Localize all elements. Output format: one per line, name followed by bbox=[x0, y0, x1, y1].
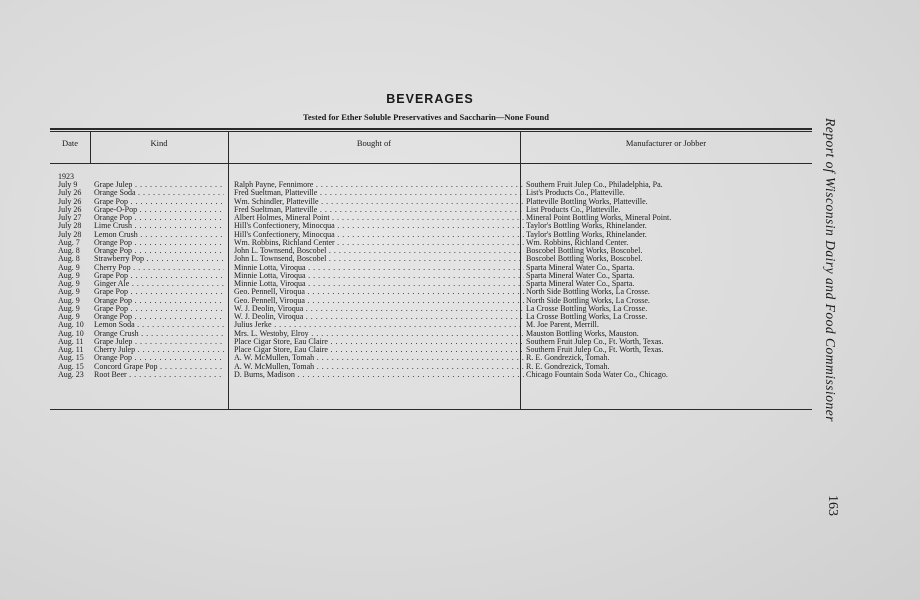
cell-bought-of: Minnie Lotta, Viroqua . . . bbox=[234, 264, 524, 272]
cell-manufacturer: Taylor's Bottling Works, Rhinelander. bbox=[526, 222, 647, 231]
cell-kind: Grape Pop . . . bbox=[94, 288, 224, 296]
cell-bought-of: Place Cigar Store, Eau Claire . . . bbox=[234, 338, 524, 346]
cell-kind: Orange Soda . . . bbox=[94, 189, 224, 197]
cell-kind: Grape-O-Pop . . . bbox=[94, 206, 224, 214]
cell-kind: Lime Crush . . . bbox=[94, 222, 224, 230]
cell-manufacturer: North Side Bottling Works, La Crosse. bbox=[526, 288, 650, 297]
page-number: 163 bbox=[825, 495, 840, 516]
cell-bought-of: Fred Sueltman, Platteville . . . bbox=[234, 189, 524, 197]
table-row bbox=[50, 239, 812, 247]
cell-kind: Orange Pop . . . bbox=[94, 247, 224, 255]
page-subtitle: Tested for Ether Soluble Preservatives and Saccharin—None Found bbox=[303, 112, 549, 122]
cell-date: Aug. 8 bbox=[58, 247, 80, 255]
cell-bought-of: John L. Townsend, Boscobel . . . bbox=[234, 255, 524, 263]
table-row bbox=[50, 313, 812, 321]
table-row bbox=[50, 206, 812, 214]
table-row bbox=[50, 255, 812, 263]
cell-manufacturer: List's Products Co., Platteville. bbox=[526, 189, 625, 198]
cell-date: Aug. 9 bbox=[58, 271, 80, 280]
cell-kind: Strawberry Pop . . . bbox=[94, 255, 224, 263]
cell-bought-of: Hill's Confectionery, Minocqua . . . bbox=[234, 222, 524, 230]
cell-manufacturer: Taylor's Bottling Works, Rhinelander. bbox=[526, 230, 647, 239]
cell-bought-of: Geo. Pennell, Viroqua . . . bbox=[234, 297, 524, 305]
cell-manufacturer: La Crosse Bottling Works, La Crosse. bbox=[526, 304, 648, 313]
cell-manufacturer: M. Joe Parent, Merrill. bbox=[526, 321, 599, 330]
cell-bought-of: Minnie Lotta, Viroqua . . . bbox=[234, 280, 524, 288]
cell-bought-of: W. J. Deolin, Viroqua . . . bbox=[234, 313, 524, 321]
cell-date: July 26 bbox=[58, 205, 82, 214]
cell-date: Aug. 9 bbox=[58, 280, 80, 288]
table-row bbox=[50, 305, 812, 313]
cell-manufacturer: List Products Co., Platteville. bbox=[526, 205, 621, 214]
cell-kind: Orange Pop . . . bbox=[94, 239, 224, 247]
top-rule-thin bbox=[50, 131, 812, 132]
table-row bbox=[50, 181, 812, 189]
page-title: BEVERAGES bbox=[386, 92, 474, 106]
table-row bbox=[50, 231, 812, 239]
cell-manufacturer: Mauston Bottling Works, Mauston. bbox=[526, 329, 639, 338]
cell-date: July 28 bbox=[58, 230, 82, 239]
cell-bought-of: W. J. Deolin, Viroqua . . . bbox=[234, 305, 524, 313]
table-row bbox=[50, 363, 812, 371]
cell-date: Aug. 15 bbox=[58, 354, 84, 363]
beverage-table-body bbox=[50, 181, 812, 379]
table-row bbox=[50, 189, 812, 197]
cell-date: Aug. 10 bbox=[58, 321, 84, 330]
cell-date: July 26 bbox=[58, 197, 82, 206]
cell-date: Aug. 11 bbox=[58, 346, 84, 354]
top-rule bbox=[50, 128, 812, 130]
cell-manufacturer: La Crosse Bottling Works, La Crosse. bbox=[526, 313, 648, 321]
cell-kind: Grape Pop . . . bbox=[94, 198, 224, 206]
cell-manufacturer: Southern Fruit Julep Co., Ft. Worth, Texas. bbox=[526, 346, 664, 354]
cell-manufacturer: Southern Fruit Julep Co., Philadelphia, Pa. bbox=[526, 181, 663, 189]
cell-manufacturer: Sparta Mineral Water Co., Sparta. bbox=[526, 263, 635, 272]
cell-kind: Grape Julep . . . bbox=[94, 338, 224, 346]
cell-bought-of: Mrs. L. Westoby, Elroy . . . bbox=[234, 330, 524, 338]
table-row bbox=[50, 354, 812, 362]
cell-kind: Lemon Soda . . . bbox=[94, 321, 224, 329]
cell-manufacturer: Platteville Bottling Works, Platteville. bbox=[526, 197, 648, 206]
cell-date: Aug. 9 bbox=[58, 288, 80, 297]
cell-manufacturer: Sparta Mineral Water Co., Sparta. bbox=[526, 280, 635, 288]
table-row bbox=[50, 371, 812, 379]
cell-kind: Orange Pop . . . bbox=[94, 297, 224, 305]
header-kind: Kind bbox=[150, 138, 168, 148]
cell-manufacturer: Southern Fruit Julep Co., Ft. Worth, Texas. bbox=[526, 337, 664, 346]
cell-manufacturer: Chicago Fountain Soda Water Co., Chicago. bbox=[526, 370, 668, 379]
cell-kind: Orange Crush . . . bbox=[94, 330, 224, 338]
table-row bbox=[50, 346, 812, 354]
cell-kind: Cherry Pop . . . bbox=[94, 264, 224, 272]
cell-date: July 28 bbox=[58, 222, 82, 231]
running-head: Report of Wisconsin Dairy and Food Commissioner bbox=[823, 118, 838, 422]
cell-manufacturer: Mineral Point Bottling Works, Mineral Point. bbox=[526, 214, 672, 222]
table-row bbox=[50, 214, 812, 222]
table-row bbox=[50, 338, 812, 346]
cell-bought-of: Wm. Schindler, Platteville . . . bbox=[234, 198, 524, 206]
cell-manufacturer: R. E. Gondrezick, Tomah. bbox=[526, 354, 610, 363]
cell-bought-of: Albert Holmes, Mineral Point . . . bbox=[234, 214, 524, 222]
table-row bbox=[50, 247, 812, 255]
cell-date: Aug. 9 bbox=[58, 313, 80, 321]
cell-kind: Lemon Crush . . . bbox=[94, 231, 224, 239]
table-row bbox=[50, 222, 812, 230]
year-label: 1923 bbox=[58, 172, 74, 181]
cell-kind: Orange Pop . . . bbox=[94, 313, 224, 321]
cell-kind: Grape Julep . . . bbox=[94, 181, 224, 189]
cell-date: Aug. 15 bbox=[58, 362, 84, 371]
table-row bbox=[50, 198, 812, 206]
cell-kind: Root Beer . . . bbox=[94, 371, 224, 379]
cell-date: Aug. 9 bbox=[58, 263, 80, 272]
cell-date: July 9 bbox=[58, 181, 78, 189]
cell-date: Aug. 11 bbox=[58, 337, 84, 346]
cell-date: July 26 bbox=[58, 189, 82, 198]
cell-kind: Orange Pop . . . bbox=[94, 354, 224, 362]
cell-bought-of: Place Cigar Store, Eau Claire . . . bbox=[234, 346, 524, 354]
cell-bought-of: A. W. McMullen, Tomah . . . bbox=[234, 363, 524, 371]
table-row bbox=[50, 297, 812, 305]
cell-manufacturer: R. E. Gondrezick, Tomah. bbox=[526, 362, 610, 371]
cell-bought-of: John L. Townsend, Boscobel . . . bbox=[234, 247, 524, 255]
cell-date: Aug. 23 bbox=[58, 370, 84, 379]
header-date: Date bbox=[61, 138, 79, 148]
cell-kind: Concord Grape Pop . . . bbox=[94, 363, 224, 371]
cell-manufacturer: Boscobel Bottling Works, Boscobel. bbox=[526, 247, 643, 255]
cell-bought-of: A. W. McMullen, Tomah . . . bbox=[234, 354, 524, 362]
cell-manufacturer: Sparta Mineral Water Co., Sparta. bbox=[526, 271, 635, 280]
bottom-rule bbox=[50, 409, 812, 410]
cell-date: Aug. 10 bbox=[58, 329, 84, 338]
table-row bbox=[50, 321, 812, 329]
cell-bought-of: Wm. Robbins, Richland Center . . . bbox=[234, 239, 524, 247]
cell-date: Aug. 7 bbox=[58, 238, 80, 247]
cell-date: Aug. 9 bbox=[58, 296, 80, 305]
cell-date: Aug. 8 bbox=[58, 255, 80, 264]
cell-bought-of: Hill's Confectionery, Minocqua . . . bbox=[234, 231, 524, 239]
cell-manufacturer: Boscobel Bottling Works, Boscobel. bbox=[526, 255, 643, 264]
cell-bought-of: Geo. Pennell, Viroqua . . . bbox=[234, 288, 524, 296]
cell-date: Aug. 9 bbox=[58, 304, 80, 313]
cell-kind: Ginger Ale . . . bbox=[94, 280, 224, 288]
header-rule bbox=[50, 163, 812, 164]
table-row bbox=[50, 272, 812, 280]
header-manufacturer: Manufacturer or Jobber bbox=[625, 138, 707, 148]
table-row bbox=[50, 280, 812, 288]
cell-date: July 27 bbox=[58, 214, 82, 222]
cell-bought-of: Julius Jerke . . . bbox=[234, 321, 524, 329]
cell-kind: Grape Pop . . . bbox=[94, 305, 224, 313]
cell-kind: Orange Pop . . . bbox=[94, 214, 224, 222]
table-row bbox=[50, 330, 812, 338]
cell-bought-of: Ralph Payne, Fennimore . . . bbox=[234, 181, 524, 189]
table-row bbox=[50, 264, 812, 272]
cell-kind: Grape Pop . . . bbox=[94, 272, 224, 280]
cell-bought-of: Fred Sueltman, Platteville . . . bbox=[234, 206, 524, 214]
cell-bought-of: D. Burns, Madison . . . bbox=[234, 371, 524, 379]
header-bought-of: Bought of bbox=[356, 138, 392, 148]
cell-kind: Cherry Julep . . . bbox=[94, 346, 224, 354]
cell-bought-of: Minnie Lotta, Viroqua . . . bbox=[234, 272, 524, 280]
table-row bbox=[50, 288, 812, 296]
cell-manufacturer: Wm. Robbins, Richland Center. bbox=[526, 238, 629, 247]
cell-manufacturer: North Side Bottling Works, La Crosse. bbox=[526, 296, 650, 305]
